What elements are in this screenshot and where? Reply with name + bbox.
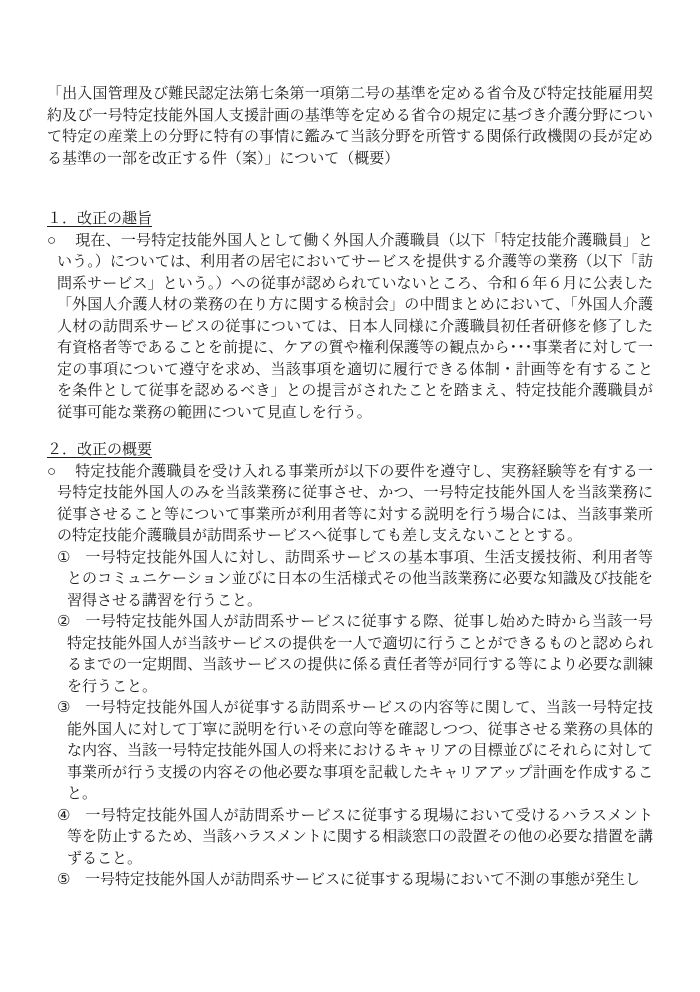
numbered-item-1-text: 一号特定技能外国人に対し、訪問系サービスの基本事項、生活支援技術、利用者等とのコミュニケーション並びに日本の生活様式その他当該業務に必要な知識及び技能を習得させる講習を行うこと。 xyxy=(67,549,653,609)
numbered-item-5-text: 一号特定技能外国人が訪問系サービスに従事する現場において不測の事態が発生し xyxy=(85,872,641,888)
numbered-item-4-text: 一号特定技能外国人が訪問系サービスに従事する現場において受けるハラスメント等を防止するため、当該ハラスメントに関する相談窓口の設置その他の必要な措置を講ずること。 xyxy=(67,807,653,867)
section2-paragraph xyxy=(47,462,653,548)
document-title: 「出入国管理及び難民認定法第七条第一項第二号の基準を定める省令及び特定技能雇用契約及び一号特定技能外国人支援計画の基準等を定める省令の規定に基づき介護分野について特定の産業上の分野に特有の事情に鑑みて当該分野を所管する関係行政機関の長が定める基準の一部を改正する件（案）」について（概要） xyxy=(47,86,653,167)
numbered-item-3-text: 一号特定技能外国人が従事する訪問系サービスの内容等に関して、当該一号特定技能外国人に対して丁寧に説明を行いその意向等を確認しつつ、従事させる業務の具体的な内容、当該一号特定技能外国人の将来におけるキャリアの目標並びにそれらに対して事業所が行う支援の内容その他必要な事項を記載したキャリアアップ計画を作成すること。 xyxy=(67,700,653,802)
section2-heading xyxy=(47,440,653,462)
circled-number-4: ④ xyxy=(57,807,71,824)
circle-bullet: ○ xyxy=(47,463,57,480)
numbered-item-4 xyxy=(47,806,653,871)
section1-paragraph xyxy=(47,231,653,425)
numbered-item-5 xyxy=(47,870,653,892)
section1-heading-text: １．改正の趣旨 xyxy=(47,211,153,227)
circled-number-1: ① xyxy=(57,549,71,566)
numbered-item-2-text: 一号特定技能外国人が訪問系サービスに従事する際、従事し始めた時から当該一号特定技能外国人が当該サービスの提供を一人で適切に行うことができるものと認められるまでの一定期間、当該サービスの提供に係る責任者等が同行する等により必要な訓練を行うこと。 xyxy=(67,614,653,695)
circled-number-5: ⑤ xyxy=(57,872,71,888)
circled-number-2: ② xyxy=(57,614,71,630)
section1-heading xyxy=(47,209,653,231)
section2-heading-text: ２．改正の概要 xyxy=(47,442,153,458)
circled-number-3: ③ xyxy=(57,700,71,716)
section2-paragraph-text: 特定技能介護職員を受け入れる事業所が以下の要件を遵守し、実務経験等を有する一号特定技能外国人のみを当該業務に従事させ、かつ、一号特定技能外国人を当該業務に従事させること等について事業所が利用者等に対する説明を行う場合には、当該事業所の特定技能介護職員が訪問系サービスへ従事しても差し支えないこととする。 xyxy=(57,463,653,544)
circle-bullet: ○ xyxy=(47,232,57,249)
section1-paragraph-text: 現在、一号特定技能外国人として働く外国人介護職員（以下「特定技能介護職員」という。）については、利用者の居宅においてサービスを提供する介護等の業務（以下「訪問系サービス」という。）への従事が認められていないところ、令和６年６月に公表した「外国人介護人材の業務の在り方に関する検討会」の中間まとめにおいて、「外国人介護人材の訪問系サービスの従事については、日本人同様に介護職員初任者研修を修了した有資格者等であることを前提に、ケアの質や権利保護等の観点から･･･事業者に対して一定の事項について遵守を求め、当該事項を適切に履行できる体制・計画等を有することを条件として従事を認めるべき」との提言がされたことを踏まえ、特定技能介護職員が従事可能な業務の範囲について見直しを行う。 xyxy=(57,232,653,421)
numbered-item-3 xyxy=(47,698,653,806)
numbered-item-1 xyxy=(47,548,653,613)
numbered-item-2 xyxy=(47,612,653,698)
